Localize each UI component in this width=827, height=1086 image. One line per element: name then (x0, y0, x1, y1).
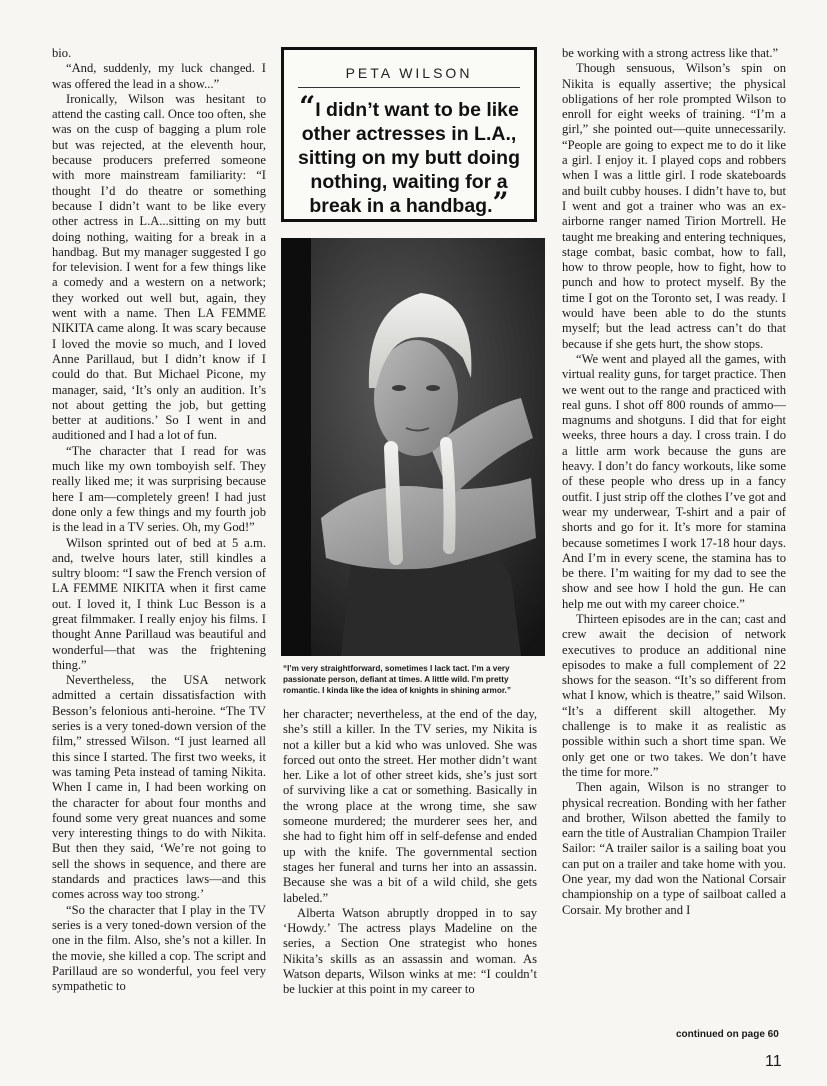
paragraph: Alberta Watson abruptly dropped in to say ‘Howdy.’ The actress plays Madeline on the series, a Section One strategist who hones Nikita’s skills as an assassin and woman. As Watson departs, Wilson winks at me: “I couldn’t be luckier at this point in my career to (283, 905, 537, 997)
pull-quote-box (281, 47, 537, 222)
pull-quote-name: PETA WILSON (345, 65, 473, 81)
article-column-2 (283, 707, 537, 998)
paragraph: Wilson sprinted out of bed at 5 a.m. and, twelve hours later, still kindles a sultry bloom: “I saw the French version of LA FEMME NIKITA when it first came out. I loved it, I think Luc Besson is a great filmmaker. I really enjoy his films. I thought Anne Parillaud was beautiful and wonderful—that was the frightening thing.” (52, 535, 266, 672)
paragraph: be working with a strong actress like that.” (562, 46, 779, 60)
paragraph: bio. (52, 46, 72, 60)
article-column-3 (562, 46, 786, 918)
paragraph: Thirteen episodes are in the can; cast and crew await the decision of network executives to produce an additional nine episodes to make a full complement of 22 shows for the season. “It’s so different from what I know, which is theatre,” said Wilson. “It’s a different skill altogether. My challenge is to make it as realistic as possible within such a short time span. We only get one or two takes. We don’t have the time for more.” (562, 611, 786, 779)
paragraph: Ironically, Wilson was hesitant to attend the casting call. Once too often, she was on the cusp of bagging a plum role but was rejected, at the eleventh hour, because producers preferred someone with more mainstream familiarity: “I thought I’d do theatre or something because I didn’t want to be like every other actress in L.A...sitting on my butt doing nothing, waiting for a break in a handbag. But my manager suggested I go for television. I went for a few things like a comedy and a western on a network; they worked out well but, again, they went with a name. Then LA FEMME NIKITA came along. It was scary because I loved the movie so much, and I loved Anne Parillaud, but I didn’t know if I could do that. But Michael Picone, my manager, said, ‘It’s only an audition. It’s not about getting the job, but getting better at auditions.’ So I went in and auditioned and I had a lot of fun. (52, 91, 266, 443)
portrait-illustration (281, 238, 545, 656)
paragraph: “And, suddenly, my luck changed. I was offered the lead in a show...” (52, 61, 266, 91)
paragraph: “We went and played all the games, with virtual reality guns, for target practice. Then we went out to the range and practiced with real guns. I shot off 800 rounds of ammo—magnums and shotguns. I did that for eight weeks, three hours a day. I cross train. I do a little arm work because the guns are heavy. I don’t do fancy workouts, like some of these people who dress up in a fancy outfit. I just strip off the clothes I’ve got and wear my underwear, T-shirt and a pair of shorts and go for it. It’s more for stamina because sometimes I work 17-18 hour days. And I’m in every scene, the stamina has to be there. I’m waiting for my dad to see the show and see how I hold the gun. He can help me out with my career choice.” (562, 351, 786, 611)
paragraph: her character; nevertheless, at the end of the day, she’s still a killer. In the TV series, my Nikita is not a killer but a kid who was unloved. She was forced out onto the street. Her mother didn’t want her. Like a lot of other street kids, she’s just sort of surviving like a cat or something. Basically in the wrong place at the wrong time, she saw someone murdered; the murderer sees her, and she had to fight him off in self-defense and ended up with the knife. The governmental section stages her funeral and turns her into an assassin. Because she was a bit of a wild child, she gets labeled.” (283, 707, 537, 905)
photo-caption: “I’m very straightforward, sometimes I lack tact. I’m a very passionate person, defiant at times. A little wild. I’m pretty romantic. I kinda like the idea of knights in shining armor.” (283, 664, 511, 695)
paragraph: Then again, Wilson is no stranger to physical recreation. Bonding with her father and brother, Wilson abetted the family to earn the title of Australian Champion Trailer Sailor: “A trailer sailor is a sailing boat you can put on a trailer and take home with you. One year, my dad won the National Corsair championship on a type of sailboat called a Corsair. My brother and I (562, 780, 786, 917)
portrait-photo (281, 238, 545, 656)
pull-quote-text: I didn’t want to be like other actresses in L.A., sitting on my butt doing nothing, waiting for a break in a handbag. (297, 99, 521, 217)
open-quote-mark: “ (299, 90, 316, 123)
page-number: 11 (765, 1053, 782, 1070)
divider (298, 87, 520, 88)
pull-quote (296, 90, 522, 219)
paragraph: Though sensuous, Wilson’s spin on Nikita is equally assertive; the physical obligations of her role prompted Wilson to enroll for eight weeks of training. “I’m a girl,” she pointed out—quite unnecessarily. “People are going to expect me to do it like a girl. I enjoy it. I played cops and robbers when I was a little girl. I rode skateboards and built cubby houses. I didn’t have to, but I went and got a trainer who was an ex-airborne ranger named Tirion Mortrell. He taught me breaking and entering techniques, stage combat, basic combat, how to fall, how to throw people, how to fight, how to punch and how to protect myself. By the time I got on the Toronto set, I was ready. I would have been able to do the stunts myself; but the lead actress can’t do that because if she gets hurt, the show stops. (562, 61, 786, 351)
continued-note: continued on page 60 (676, 1029, 779, 1040)
article-column-1 (52, 46, 266, 994)
paragraph: “The character that I read for was much like my own tomboyish self. They really liked me; it was surprising because here I am—completely green! I had just done only a few things and my fourth job is the lead in a TV series. Oh, my God!” (52, 443, 266, 535)
paragraph: “So the character that I play in the TV series is a very toned-down version of the one in the film. Also, she’s not a killer. In the movie, she killed a cop. The script and Parillaud are so wonderful, you feel very sympathetic to (52, 902, 266, 994)
close-quote-mark: ” (492, 186, 509, 219)
paragraph: Nevertheless, the USA network admitted a certain dissatisfaction with Besson’s felonious anti-heroine. “The TV series is a very toned-down version of the film,” stressed Wilson. “I just learned all this since I started. The first two weeks, it was taming Peta instead of taming Nikita. When I came in, I had been working on the character for about four months and found some very great nuances and some very interesting things to do with Nikita. But then they said, ‘We’re not going to sell the shows in sequence, and there are standards and practices laws—and this comes across way too strong.’ (52, 673, 266, 902)
